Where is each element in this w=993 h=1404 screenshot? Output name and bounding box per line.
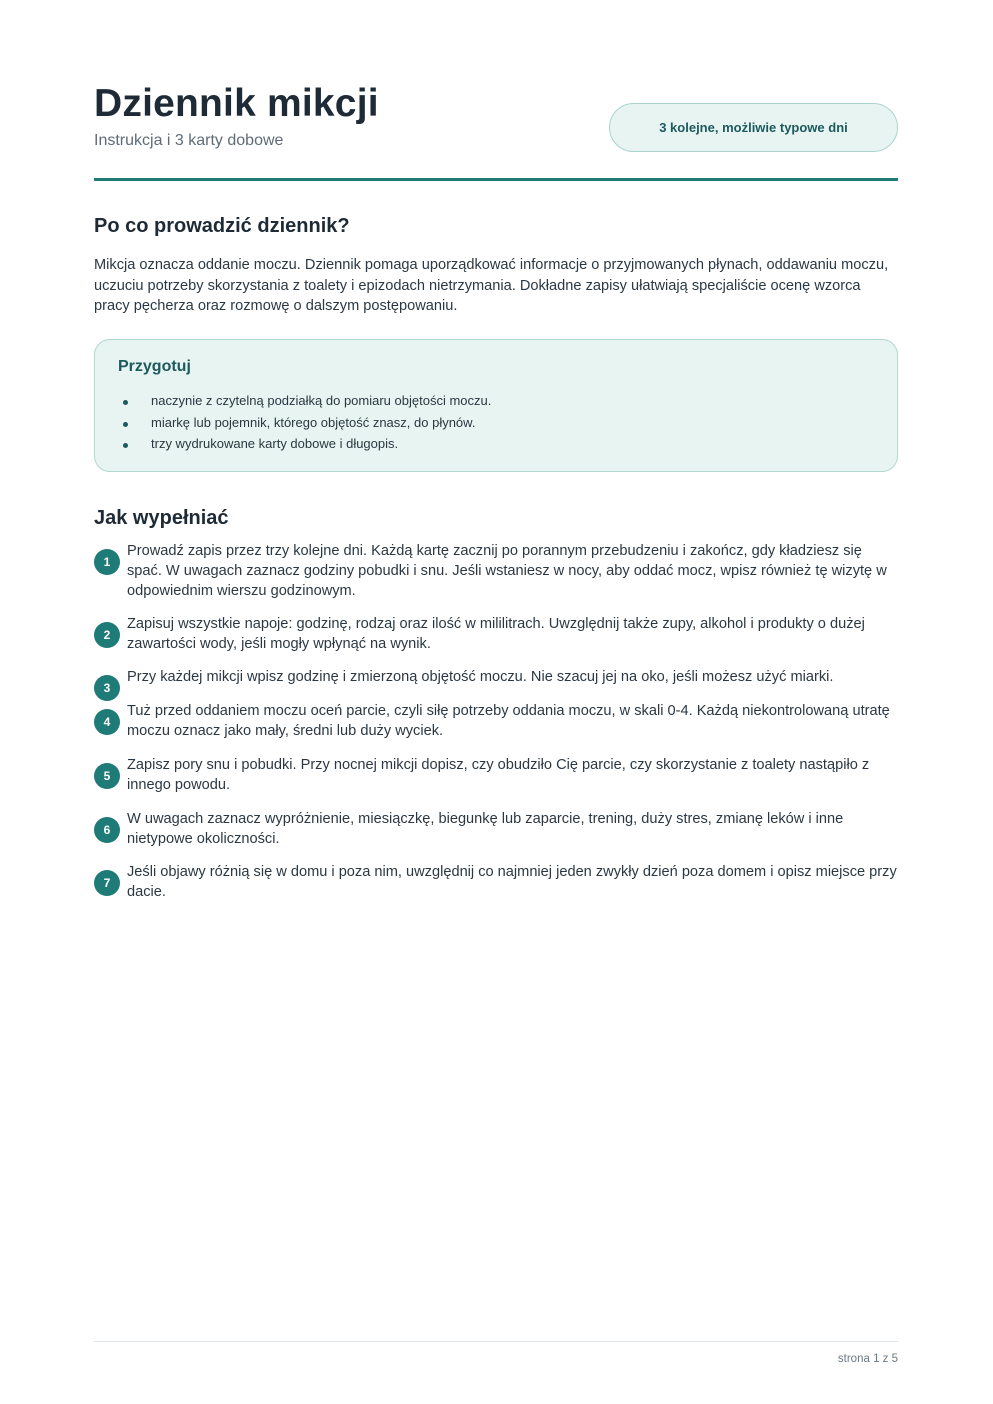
list-item	[116, 412, 491, 434]
bullet-icon	[123, 443, 128, 448]
step-number-badge: 4	[94, 709, 120, 735]
step-number-badge: 7	[94, 870, 120, 896]
document-page	[94, 0, 898, 1404]
step-text: Zapisz pory snu i pobudki. Przy nocnej mikcji dopisz, czy obudziło Cię parcie, czy skorzystanie z toalety nastąpiło z innego powodu.	[127, 757, 870, 793]
footer-divider	[94, 1341, 898, 1342]
prepare-title: Przygotuj	[118, 358, 191, 375]
step-text: Tuż przed oddaniem moczu oceń parcie, czyli siłę potrzeby oddania moczu, w skali 0-4. Każdą niekontrolowaną utratę moczu oznacz jako mały, średni lub duży wyciek.	[127, 703, 890, 739]
page-title: Dziennik mikcji	[94, 82, 379, 125]
days-badge: 3 kolejne, możliwie typowe dni	[609, 103, 898, 152]
prepare-list	[116, 390, 491, 455]
step-text: W uwagach zaznacz wypróżnienie, miesiączkę, biegunkę lub zaparcie, trening, duży stres, zmianę leków i inne nietypowe okoliczności.	[127, 811, 844, 847]
list-item	[116, 390, 491, 412]
step-number-badge: 3	[94, 675, 120, 701]
step-number-badge: 1	[94, 549, 120, 575]
why-body: Mikcja oznacza oddanie moczu. Dziennik pomaga uporządkować informacje o przyjmowanych płynach, oddawaniu moczu, uczuciu potrzeby skorzystania z toalety i epizodach nietrzymania. Dokładne zapisy ułatwiają specjaliście ocenę wzorca pracy pęcherza oraz rozmowę o dalszym postępowaniu.	[94, 257, 889, 314]
bullet-icon	[123, 400, 128, 405]
prepare-item-text: miarkę lub pojemnik, którego objętość znasz, do płynów.	[151, 414, 476, 430]
step-number-badge: 5	[94, 763, 120, 789]
step-number-badge: 6	[94, 817, 120, 843]
prepare-item-text: naczynie z czytelną podziałką do pomiaru objętości moczu.	[151, 393, 492, 408]
step-text: Prowadź zapis przez trzy kolejne dni. Każdą kartę zacznij po porannym przebudzeniu i zakończ, gdy kładziesz się spać. W uwagach zaznacz godziny pobudki i snu. Jeśli wstaniesz w nocy, aby oddać mocz, wpisz również tę wizytę w odpowiednim wierszu godzinowym.	[127, 543, 887, 599]
page-header	[94, 0, 898, 181]
step-text: Zapisuj wszystkie napoje: godzinę, rodzaj oraz ilość w mililitrach. Uwzględnij także zupy, alkohol i produkty o dużej zawartości wody, jeśli mogły wpłynąć na wynik.	[127, 616, 865, 652]
why-heading: Po co prowadzić dziennik?	[94, 215, 350, 237]
step-text: Przy każdej mikcji wpisz godzinę i zmierzoną objętość moczu. Nie szacuj jej na oko, jeśli możesz użyć miarki.	[127, 669, 834, 685]
page-number: strona 1 z 5	[837, 1353, 898, 1365]
page-subtitle: Instrukcja i 3 karty dobowe	[94, 132, 284, 149]
list-item	[116, 433, 491, 455]
step-number-badge: 2	[94, 622, 120, 648]
prepare-item-text: trzy wydrukowane karty dobowe i długopis.	[151, 436, 399, 451]
bullet-icon	[123, 422, 128, 427]
howto-heading: Jak wypełniać	[94, 507, 229, 529]
step-text: Jeśli objawy różnią się w domu i poza nim, uwzględnij co najmniej jeden zwykły dzień poza domem i opisz miejsce przy dacie.	[127, 864, 897, 900]
